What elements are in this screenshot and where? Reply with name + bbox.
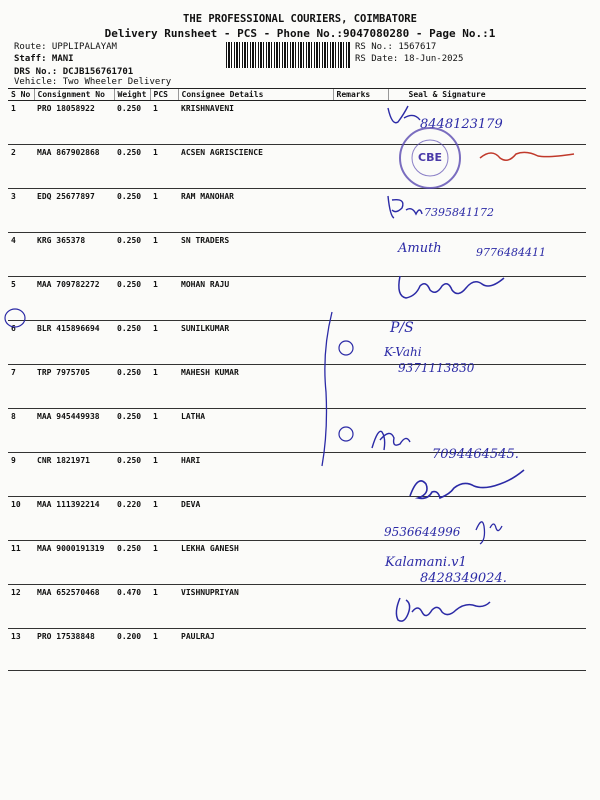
consignment-number: PRO 18058922 — [34, 101, 114, 145]
consignee-name: MOHAN RAJU — [178, 277, 333, 321]
consignee-name: HARI — [178, 453, 333, 497]
row-sno: 10 — [8, 497, 34, 541]
row-remarks — [333, 101, 388, 145]
vehicle-label: Vehicle: Two Wheeler Delivery — [14, 77, 172, 87]
stamp-label-wrap — [398, 133, 462, 185]
row-sno: 12 — [8, 585, 34, 629]
row-weight: 0.250 — [114, 189, 150, 233]
handwriting-row-6: P/S — [390, 320, 414, 336]
row-remarks — [333, 585, 388, 629]
consignee-name: MAHESH KUMAR — [178, 365, 333, 409]
consignee-name: SUNILKUMAR — [178, 321, 333, 365]
table-row — [8, 409, 586, 453]
consignment-number: EDQ 25677897 — [34, 189, 114, 233]
row-weight: 0.250 — [114, 277, 150, 321]
row-pcs: 1 — [150, 145, 178, 189]
row-sno: 9 — [8, 453, 34, 497]
table-row — [8, 145, 586, 189]
row-weight: 0.250 — [114, 145, 150, 189]
row-remarks — [333, 277, 388, 321]
row-pcs: 1 — [150, 453, 178, 497]
row-remarks — [333, 629, 388, 671]
table-row — [8, 365, 586, 409]
runsheet-subtitle: Delivery Runsheet - PCS - Phone No.:9047080280 - Page No.:1 — [104, 27, 496, 40]
row-sno: 13 — [8, 629, 34, 671]
consignment-number: CNR 1821971 — [34, 453, 114, 497]
col-header-weight: Weight — [114, 89, 150, 101]
rs-number: RS No.: 1567617 — [355, 42, 437, 52]
consignment-number: TRP 7975705 — [34, 365, 114, 409]
row-sno: 11 — [8, 541, 34, 585]
row-signature-cell — [388, 189, 586, 233]
row-weight: 0.250 — [114, 321, 150, 365]
row-remarks — [333, 189, 388, 233]
row-signature-cell — [388, 365, 586, 409]
row-sno: 2 — [8, 145, 34, 189]
handwriting-row-3: 7395841172 — [424, 206, 494, 219]
row-signature-cell — [388, 321, 586, 365]
row-pcs: 1 — [150, 541, 178, 585]
row-signature-cell — [388, 409, 586, 453]
handwriting-row-12-number: 8428349024. — [420, 571, 507, 586]
row-remarks — [333, 541, 388, 585]
consignee-name: LATHA — [178, 409, 333, 453]
row-pcs: 1 — [150, 233, 178, 277]
consignee-name: SN TRADERS — [178, 233, 333, 277]
consignment-number: MAA 945449938 — [34, 409, 114, 453]
col-header-consignment: Consignment No — [34, 89, 114, 101]
consignment-number: KRG 365378 — [34, 233, 114, 277]
handwriting-row-7-number: 9371113830 — [398, 361, 475, 375]
row-remarks — [333, 145, 388, 189]
row-signature-cell — [388, 277, 586, 321]
consignment-number: MAA 867902868 — [34, 145, 114, 189]
table-row — [8, 189, 586, 233]
handwriting-row-12-name: Kalamani.v1 — [385, 555, 467, 570]
row-weight: 0.250 — [114, 233, 150, 277]
consignee-name: ACSEN AGRISCIENCE — [178, 145, 333, 189]
row-weight: 0.470 — [114, 585, 150, 629]
row-weight: 0.200 — [114, 629, 150, 671]
row-weight: 0.250 — [114, 365, 150, 409]
row-weight: 0.220 — [114, 497, 150, 541]
row-weight: 0.250 — [114, 409, 150, 453]
handwriting-row-1: 8448123179 — [420, 117, 503, 132]
table-row — [8, 497, 586, 541]
barcode-image — [226, 42, 350, 68]
row-sno: 1 — [8, 101, 34, 145]
consignee-name: LEKHA GANESH — [178, 541, 333, 585]
staff-label: Staff: MANI — [14, 54, 74, 64]
stamp-text: CBE — [418, 151, 442, 164]
row-weight: 0.250 — [114, 453, 150, 497]
row-remarks — [333, 321, 388, 365]
row-signature-cell — [388, 233, 586, 277]
consignee-name: PAULRAJ — [178, 629, 333, 671]
row-sno: 5 — [8, 277, 34, 321]
row-signature-cell — [388, 629, 586, 671]
row-sno: 8 — [8, 409, 34, 453]
rs-date: RS Date: 18-Jun-2025 — [355, 54, 464, 64]
col-header-signature: Seal & Signature — [388, 89, 586, 101]
col-header-remarks: Remarks — [333, 89, 388, 101]
row-sno: 4 — [8, 233, 34, 277]
row-remarks — [333, 409, 388, 453]
table-row — [8, 101, 586, 145]
runsheet-table — [8, 88, 586, 671]
consignment-number: MAA 652570468 — [34, 585, 114, 629]
row-pcs: 1 — [150, 365, 178, 409]
drs-number: DRS No.: DCJB156761701 — [14, 67, 134, 77]
table-row — [8, 321, 586, 365]
row-pcs: 1 — [150, 585, 178, 629]
col-header-sno: S No — [8, 89, 34, 101]
consignment-number: BLR 415896694 — [34, 321, 114, 365]
row-signature-cell — [388, 453, 586, 497]
row-sno: 6 — [8, 321, 34, 365]
row-pcs: 1 — [150, 277, 178, 321]
row-pcs: 1 — [150, 629, 178, 671]
table-header-row — [8, 89, 586, 101]
handwriting-row-4-name: Amuth — [398, 241, 442, 256]
table-row — [8, 629, 586, 671]
row-remarks — [333, 497, 388, 541]
row-pcs: 1 — [150, 189, 178, 233]
handwriting-row-4-number: 9776484411 — [476, 246, 546, 259]
col-header-pcs: PCS — [150, 89, 178, 101]
route-label: Route: UPPLIPALAYAM — [14, 42, 117, 52]
handwriting-row-11: 9536644996 — [384, 525, 461, 539]
company-name: THE PROFESSIONAL COURIERS, COIMBATORE — [183, 13, 417, 25]
row-pcs: 1 — [150, 497, 178, 541]
handwriting-row-9: 7094464545. — [432, 447, 519, 462]
row-signature-cell — [388, 585, 586, 629]
col-header-consignee: Consignee Details — [178, 89, 333, 101]
handwriting-row-7-name: K-Vahi — [384, 345, 422, 359]
consignment-number: MAA 9000191319 — [34, 541, 114, 585]
table-row — [8, 453, 586, 497]
row-sno: 7 — [8, 365, 34, 409]
row-signature-cell — [388, 541, 586, 585]
table-row — [8, 541, 586, 585]
consignee-name: RAM MANOHAR — [178, 189, 333, 233]
row-weight: 0.250 — [114, 541, 150, 585]
row-pcs: 1 — [150, 321, 178, 365]
row-remarks — [333, 365, 388, 409]
row-pcs: 1 — [150, 409, 178, 453]
table-row — [8, 585, 586, 629]
row-signature-cell — [388, 497, 586, 541]
consignment-number: MAA 709782272 — [34, 277, 114, 321]
row-remarks — [333, 233, 388, 277]
consignment-number: MAA 111392214 — [34, 497, 114, 541]
row-sno: 3 — [8, 189, 34, 233]
consignee-name: VISHNUPRIYAN — [178, 585, 333, 629]
row-weight: 0.250 — [114, 101, 150, 145]
table-row — [8, 233, 586, 277]
consignment-number: PRO 17538848 — [34, 629, 114, 671]
table-row — [8, 277, 586, 321]
row-remarks — [333, 453, 388, 497]
row-pcs: 1 — [150, 101, 178, 145]
consignee-name: DEVA — [178, 497, 333, 541]
consignee-name: KRISHNAVENI — [178, 101, 333, 145]
